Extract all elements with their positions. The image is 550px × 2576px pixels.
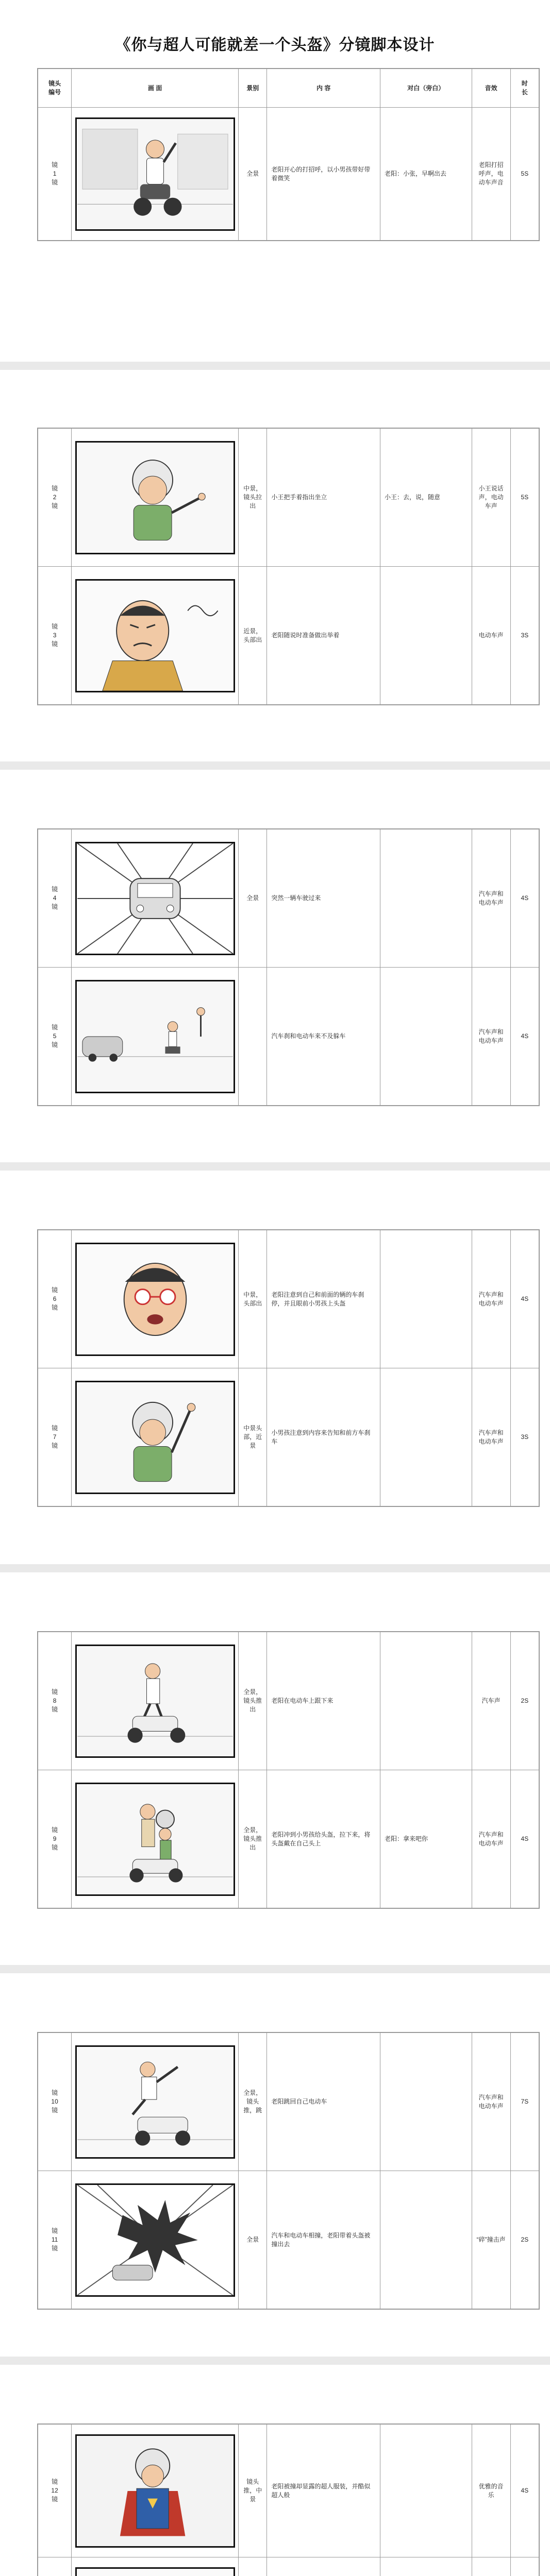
shot-size <box>239 968 267 1106</box>
shot-content: 汽车和电动车相撞，老阳带着头盔被撞出去 <box>267 2171 380 2309</box>
man-waving-on-scooter-illustration <box>75 117 235 231</box>
man-shocked-with-glasses-illustration <box>75 1243 235 1356</box>
shot-sound: 汽车声和电动车声 <box>472 2033 510 2171</box>
shot-sound: 优雅的音乐 <box>472 2425 510 2557</box>
header-shot-number: 镜头 编号 <box>38 69 72 108</box>
shot-content: 老阳注意到自己和前面的辆的车刹停，并且眼前小男孩上头盔 <box>267 1230 380 1368</box>
superhero-flying-illustration <box>75 2567 235 2576</box>
shot-duration: 3S <box>510 567 539 705</box>
shot-sound: 小王说话声，电动车声 <box>472 429 510 567</box>
boy-with-helmet-illustration <box>75 441 235 554</box>
shot-dialog <box>380 968 472 1106</box>
shot-duration: 5S <box>510 108 539 241</box>
header-duration: 时 长 <box>510 69 539 108</box>
shot-number: 镜 2 镜 <box>38 429 72 567</box>
shot-duration: 4S <box>510 1770 539 1908</box>
shot-size: 中景头部，近景 <box>239 1368 267 1506</box>
table-row <box>38 429 539 567</box>
shot-size: 全景，镜头推，跳 <box>239 2033 267 2171</box>
man-jumping-to-scooter-illustration <box>75 2045 235 2159</box>
storyboard-table <box>38 1632 539 1908</box>
storyboard-page-3 <box>37 828 540 1106</box>
shot-duration <box>510 2557 539 2576</box>
shot-dialog: 老阳：拿来吧你 <box>380 1770 472 1908</box>
shot-number: 镜 7 镜 <box>38 1368 72 1506</box>
table-row <box>38 1632 539 1770</box>
shot-duration: 4S <box>510 2425 539 2557</box>
storyboard-page-7 <box>37 2424 540 2576</box>
shot-duration: 7S <box>510 2033 539 2171</box>
shot-sound: 汽车声和电动车声 <box>472 1230 510 1368</box>
shot-sound: 汽车声和电动车声 <box>472 829 510 968</box>
storyboard-page-6 <box>37 2032 540 2310</box>
shot-duration: 5S <box>510 429 539 567</box>
crash-impact-illustration <box>75 2183 235 2297</box>
page-separator <box>0 761 550 770</box>
shot-number: 镜 3 镜 <box>38 567 72 705</box>
shot-dialog: 老阳：小张，早啊出去 <box>380 108 472 241</box>
page-title: 《你与超人可能就差一个头盔》分镜脚本设计 <box>115 37 435 54</box>
shot-content: 老阳随说时准备做出举着 <box>267 567 380 705</box>
shot-content: 突然一辆车驶过来 <box>267 829 380 968</box>
storyboard-table <box>38 69 539 241</box>
shot-number: 镜 8 镜 <box>38 1632 72 1770</box>
shot-dialog <box>380 567 472 705</box>
table-row <box>38 108 539 241</box>
man-getting-off-scooter-illustration <box>75 1645 235 1758</box>
table-row <box>38 1230 539 1368</box>
shot-duration: 3S <box>510 1368 539 1506</box>
storyboard-table <box>38 2032 539 2309</box>
header-picture: 画 面 <box>72 69 239 108</box>
shot-sound: 老阳打招呼声，电动车声音 <box>472 108 510 241</box>
table-header-row <box>38 69 539 108</box>
table-row <box>38 2425 539 2557</box>
shot-dialog <box>380 2425 472 2557</box>
storyboard-page-4 <box>37 1229 540 1507</box>
page-separator <box>0 1162 550 1171</box>
table-row <box>38 2171 539 2309</box>
page-separator <box>0 1564 550 1572</box>
page-separator <box>0 1965 550 1973</box>
header-content: 内 容 <box>267 69 380 108</box>
shot-dialog: 小王：去，说，随意 <box>380 429 472 567</box>
shot-size: 全景 <box>239 108 267 241</box>
shot-size: 全景 <box>239 2171 267 2309</box>
header-dialog: 对白（旁白） <box>380 69 472 108</box>
storyboard-table <box>38 1230 539 1506</box>
man-taking-helmet-illustration <box>75 1783 235 1896</box>
shot-number: 镜 10 镜 <box>38 2033 72 2171</box>
shot-sound: 汽车声 <box>472 1632 510 1770</box>
storyboard-table <box>38 2424 539 2576</box>
page-separator <box>0 2357 550 2365</box>
man-frowning-illustration <box>75 579 235 692</box>
shot-sound <box>472 2557 510 2576</box>
shot-content: 小男孩注意到内容来告知和前方车刹车 <box>267 1368 380 1506</box>
shot-number: 镜 1 镜 <box>38 108 72 241</box>
shot-dialog <box>380 2557 472 2576</box>
table-row <box>38 2557 539 2576</box>
shot-size: 全景，镜头推出 <box>239 1770 267 1908</box>
shot-number: 镜 4 镜 <box>38 829 72 968</box>
shot-size: 镜头推，中景 <box>239 2425 267 2557</box>
boy-raising-hand-illustration <box>75 1381 235 1494</box>
shot-size: 近景，头部出 <box>239 567 267 705</box>
shot-number: 镜 5 镜 <box>38 968 72 1106</box>
shot-size: 全景，镜头推出 <box>239 1632 267 1770</box>
shot-sound: “碎”撞击声 <box>472 2171 510 2309</box>
shot-sound: 电动车声 <box>472 567 510 705</box>
table-row <box>38 2033 539 2171</box>
table-row <box>38 968 539 1106</box>
storyboard-page-1 <box>37 68 540 241</box>
header-shot-size: 景别 <box>239 69 267 108</box>
page-separator <box>0 362 550 370</box>
shot-number: 镜 6 镜 <box>38 1230 72 1368</box>
shot-dialog <box>380 1230 472 1368</box>
shot-number: 镜 9 镜 <box>38 1770 72 1908</box>
shot-duration: 4S <box>510 829 539 968</box>
shot-number <box>38 2557 72 2576</box>
car-and-scooter-street-illustration <box>75 980 235 1093</box>
storyboard-table <box>38 428 539 705</box>
table-row <box>38 1770 539 1908</box>
shot-content <box>267 2557 380 2576</box>
shot-size: 全景 <box>239 829 267 968</box>
shot-dialog <box>380 2171 472 2309</box>
shot-content: 小王把手着指出坐立 <box>267 429 380 567</box>
shot-content: 老阳跳回自己电动车 <box>267 2033 380 2171</box>
shot-size: 中景，头部出 <box>239 1230 267 1368</box>
table-row <box>38 1368 539 1506</box>
storyboard-page-5 <box>37 1631 540 1909</box>
shot-number: 镜 11 镜 <box>38 2171 72 2309</box>
storyboard-table <box>38 829 539 1106</box>
shot-dialog <box>380 2033 472 2171</box>
shot-number: 镜 12 镜 <box>38 2425 72 2557</box>
shot-content: 老阳在电动车上跟下来 <box>267 1632 380 1770</box>
shot-dialog <box>380 1632 472 1770</box>
shot-duration: 4S <box>510 1230 539 1368</box>
shot-content: 汽车刹和电动车来不及躲车 <box>267 968 380 1106</box>
shot-sound: 汽车声和电动车声 <box>472 968 510 1106</box>
shot-content: 老阳冲到小男孩给头盔，拉下来，将头盔戴在自己头上 <box>267 1770 380 1908</box>
shot-content: 老阳被撞却显露的超人服装，并酷似超人般 <box>267 2425 380 2557</box>
shot-dialog <box>380 829 472 968</box>
shot-duration: 2S <box>510 2171 539 2309</box>
shot-size <box>239 2557 267 2576</box>
shot-duration: 4S <box>510 968 539 1106</box>
header-sound: 音效 <box>472 69 510 108</box>
shot-size: 中景，镜头拉出 <box>239 429 267 567</box>
shot-dialog <box>380 1368 472 1506</box>
man-in-superhero-costume-illustration <box>75 2434 235 2548</box>
shot-duration: 2S <box>510 1632 539 1770</box>
table-row <box>38 567 539 705</box>
table-row <box>38 829 539 968</box>
storyboard-page-2 <box>37 428 540 705</box>
car-approaching-illustration <box>75 842 235 955</box>
shot-content: 老阳开心的打招呼，以小男孩带好带着微笑 <box>267 108 380 241</box>
shot-sound: 汽车声和电动车声 <box>472 1770 510 1908</box>
shot-sound: 汽车声和电动车声 <box>472 1368 510 1506</box>
